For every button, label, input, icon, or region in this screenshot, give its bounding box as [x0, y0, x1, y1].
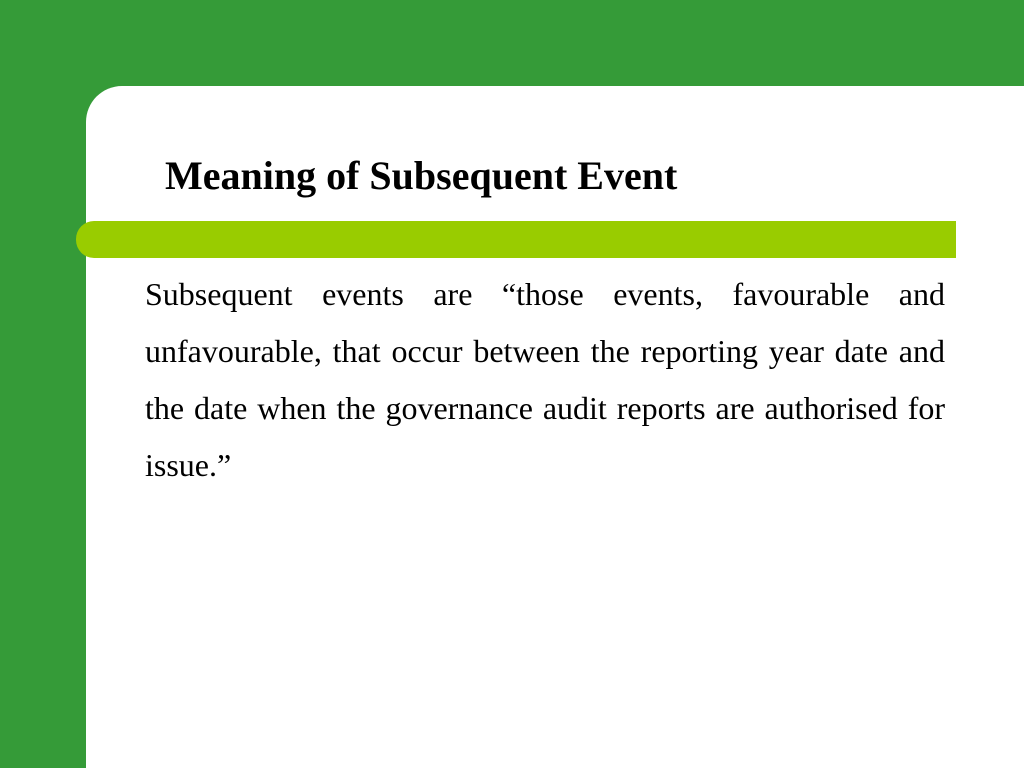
title-accent-bar [76, 221, 956, 258]
slide-body-text: Subsequent events are “those events, favourable and unfavourable, that occur between the reporting year date and the date when the governance audit reports are authorised for issue.” [145, 276, 945, 483]
slide-title: Meaning of Subsequent Event [165, 153, 678, 198]
